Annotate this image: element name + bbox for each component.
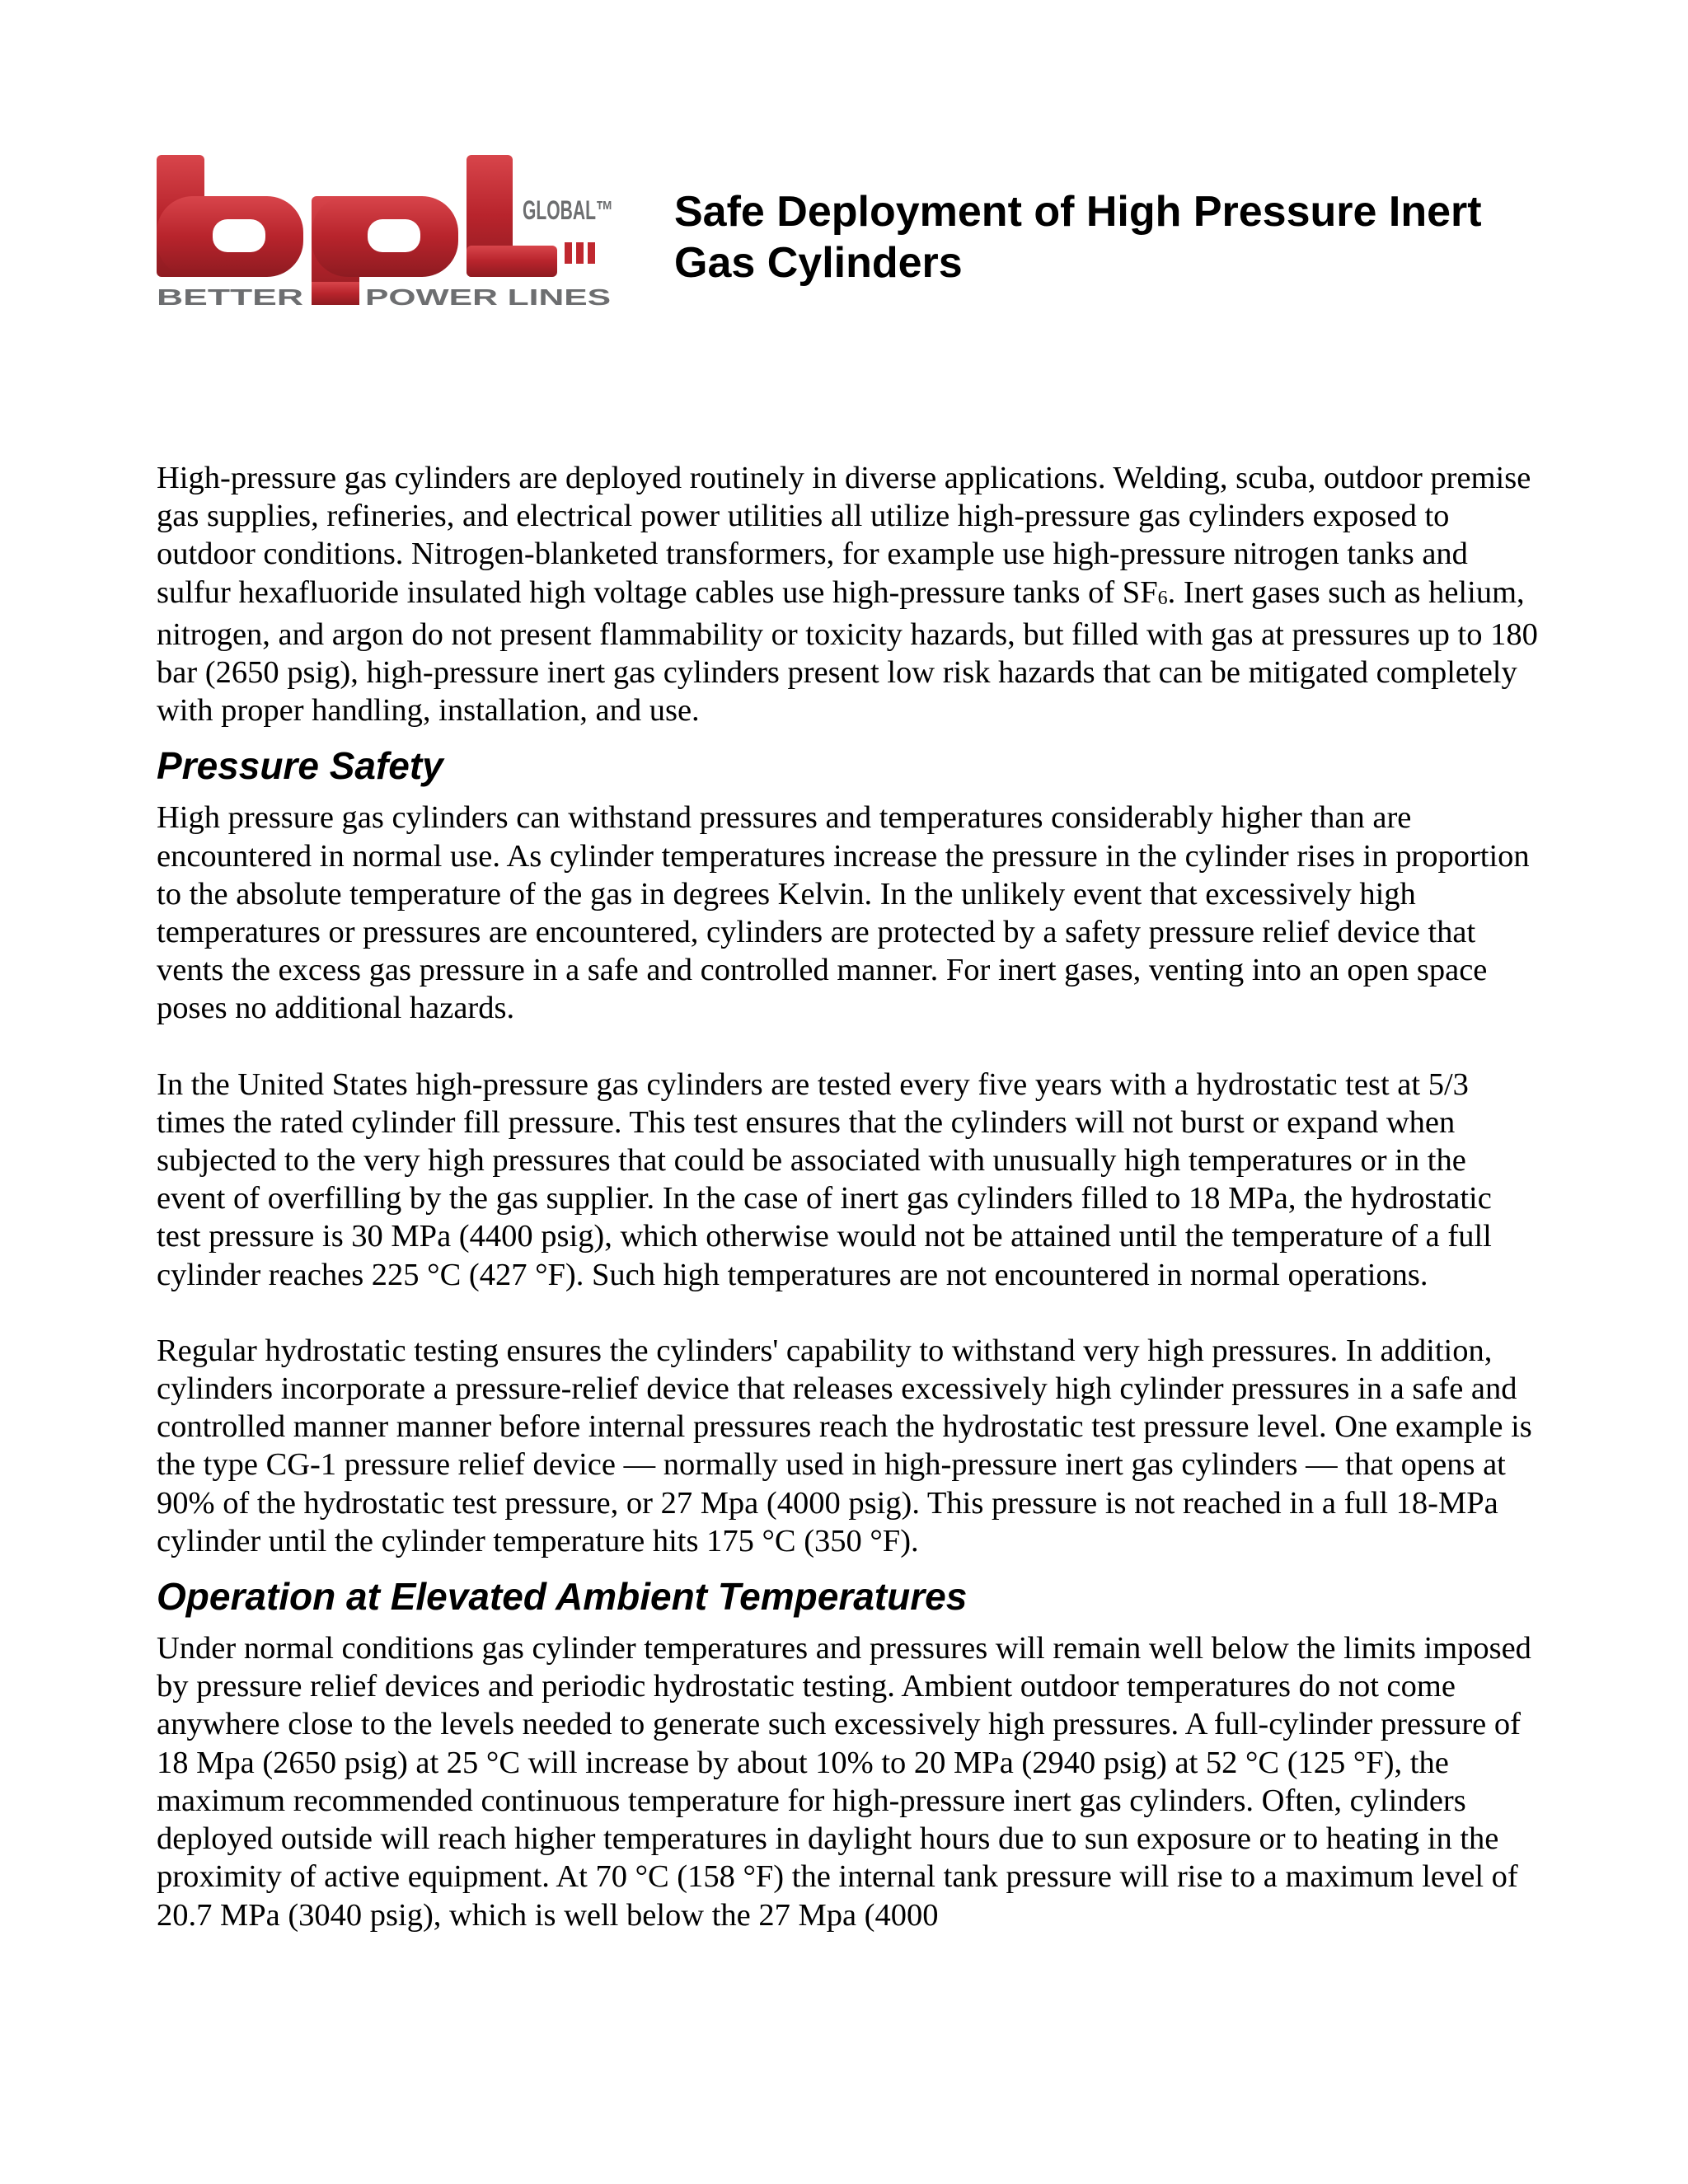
section-heading-elevated-temperatures: Operation at Elevated Ambient Temperatures [157, 1575, 968, 1619]
pressure-safety-paragraph-3: Regular hydrostatic testing ensures the cylinders' capability to withstand very high pressures. In addition, cylinders incorporate a pressure-relief device that releases excessively high cylinder pressures in a safe and controlled manner manner before internal pressures reach the hydrostatic test pressure level. One example is the type CG-1 pressure relief device — normally used in high-pressure inert gas cylinders — that opens at 90% of the hydrostatic test pressure, or 27 Mpa (4000 psig). This pressure is not reached in a full 18-MPa cylinder until the cylinder temperature hits 175 °C (350 °F). [157, 1333, 1532, 1558]
pressure-safety-paragraph-1: High pressure gas cylinders can withstand pressures and temperatures considerably higher than are encountered in normal use. As cylinder temperatures increase the pressure in the cylinder rises in proportion to the absolute temperature of the gas in degrees Kelvin. In the unlikely event that excessively high temperatures or pressures are encountered, cylinders are protected by a safety pressure relief device that vents the excess gas pressure in a safe and controlled manner. For inert gases, venting into an open space poses no additional hazards. [157, 800, 1530, 1026]
logo-badge-text: GLOBAL™ [523, 195, 613, 225]
document-body [157, 459, 1541, 1972]
bpl-global-logo [155, 153, 617, 310]
document-title [674, 186, 1581, 288]
logo-tagline-right: POWER LINES [365, 284, 611, 310]
pressure-safety-paragraph-2: In the United States high-pressure gas cylinders are tested every five years with a hydrostatic test at 5/3 times the rated cylinder fill pressure. This test ensures that the cylinders will not burst or expand when subjected to the very high pressures that could be associated with unusually high temperatures or in the event of overfilling by the gas supplier. In the case of inert gas cylinders filled to 18 MPa, the hydrostatic test pressure is 30 MPa (4400 psig), which otherwise would not be attained until the temperature of a full cylinder reaches 225 °C (427 °F). Such high temperatures are not encountered in normal operations. [157, 1066, 1492, 1292]
section-heading-pressure-safety: Pressure Safety [157, 744, 443, 788]
elevated-temperatures-paragraph-1: Under normal conditions gas cylinder temperatures and pressures will remain well below the limits imposed by pressure relief devices and periodic hydrostatic testing. Ambient outdoor temperatures do not come anywhere close to the levels needed to generate such excessively high pressures. A full-cylinder pressure of 18 Mpa (2650 psig) at 25 °C will increase by about 10% to 20 MPa (2940 psig) at 52 °C (125 °F), the maximum recommended continuous temperature for high-pressure inert gas cylinders. Often, cylinders deployed outside will reach higher temperatures in daylight hours due to sun exposure or to heating in the proximity of active equipment. At 70 °C (158 °F) the internal tank pressure will rise to a maximum level of 20.7 MPa (3040 psig), which is well below the 27 Mpa (4000 [157, 1631, 1531, 1933]
title-line-2: Gas Cylinders [674, 239, 963, 287]
intro-paragraph: High-pressure gas cylinders are deployed routinely in diverse applications. Welding, scuba, outdoor premise gas supplies, refineries, and electrical power utilities all utilize high-pressure gas cylinders exposed to outdoor conditions. Nitrogen-blanketed transformers, for example use high-pressure nitrogen tanks and sulfur hexafluoride insulated high voltage cables use high-pressure tanks of $SF_6$. Inert gases such as helium, nitrogen, and argon do not present flammability or toxicity hazards, but filled with gas at pressures up to 180 bar (2650 psig), high-pressure inert gas cylinders present low risk hazards that can be mitigated completely with proper handling, installation, and use. [157, 461, 1538, 729]
subscript-six: 6 [1157, 587, 1168, 609]
logo-tagline-left: BETTER [157, 284, 303, 310]
title-line-1: Safe Deployment of High Pressure Inert [674, 188, 1482, 236]
logo-letter-b [157, 155, 303, 277]
logo-bars [565, 242, 595, 264]
